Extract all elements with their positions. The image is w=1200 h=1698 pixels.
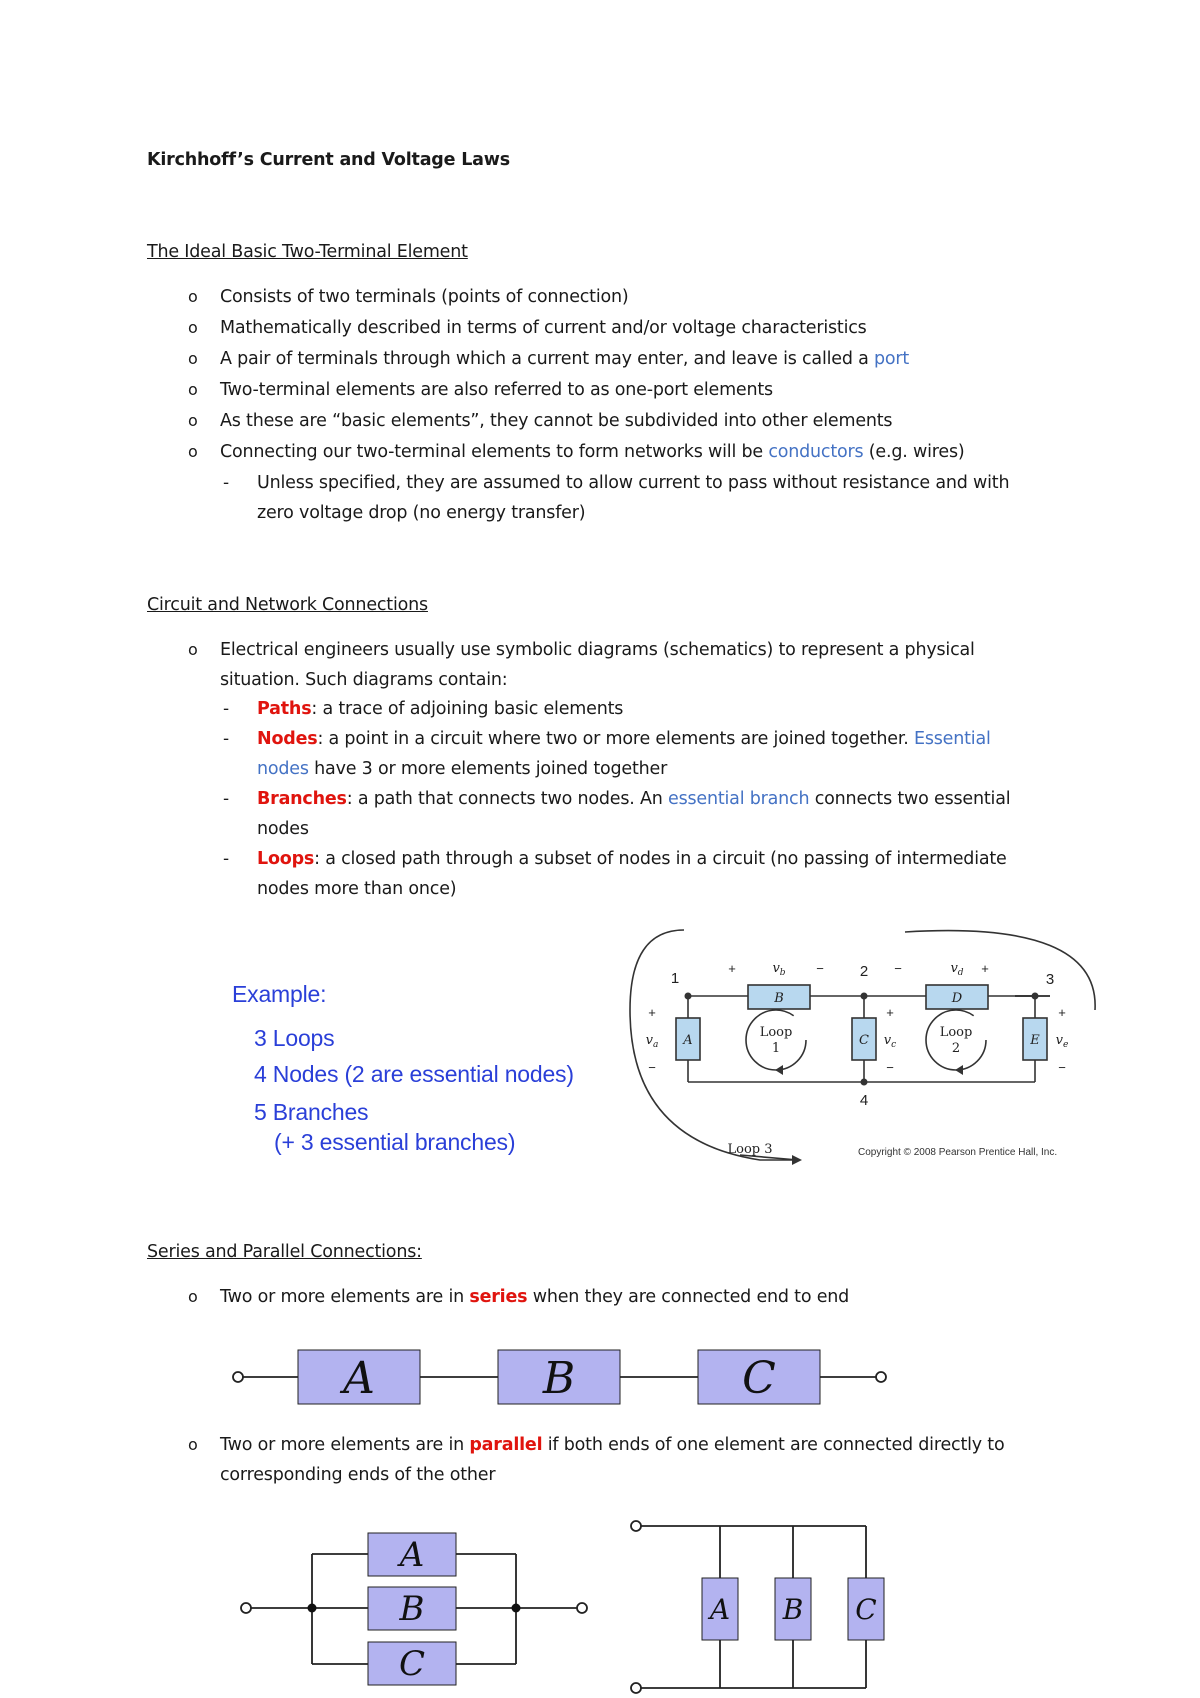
- parallel-horizontal-diagram: [240, 1528, 590, 1690]
- term-port: port: [874, 349, 910, 369]
- voltage-ve: $v_e$: [1055, 1033, 1069, 1050]
- list-item: As these are “basic elements”, they cannot be subdivided into other elements: [220, 411, 893, 431]
- element-a-label: A: [683, 1033, 693, 1048]
- loop2-arrowhead: [955, 1065, 963, 1075]
- bullet-marker: o: [188, 318, 198, 337]
- node-2-label: 2: [859, 963, 869, 980]
- node-1-label: 1: [670, 970, 680, 987]
- loop2-circle: [926, 1010, 986, 1070]
- loop3-arrowhead: [792, 1155, 802, 1165]
- dash-marker: -: [223, 699, 230, 719]
- def-paths: Paths: a trace of adjoining basic elements: [257, 699, 624, 719]
- bullet-marker: o: [188, 1435, 198, 1454]
- element-d-label: D: [951, 991, 963, 1006]
- page-title: Kirchhoff’s Current and Voltage Laws: [147, 150, 510, 170]
- voltage-vd: $v_d$: [950, 961, 964, 978]
- minus-sign: −: [1058, 1060, 1066, 1075]
- def-branches-cont: nodes: [257, 819, 309, 839]
- sub-list-item: Unless specified, they are assumed to allow current to pass without resistance and with: [257, 473, 1010, 493]
- list-item-series: Two or more elements are in series when they are connected end to end: [220, 1287, 850, 1307]
- list-item: A pair of terminals through which a current may enter, and leave is called a port: [220, 349, 910, 369]
- series-label-c: C: [742, 1353, 776, 1404]
- plus-sign: +: [648, 1005, 656, 1020]
- bullet-marker: o: [188, 349, 198, 368]
- copyright-text: Copyright © 2008 Pearson Prentice Hall, Inc.: [858, 1147, 1058, 1158]
- minus-sign: −: [648, 1060, 656, 1075]
- loop1-circle: [746, 1010, 806, 1070]
- list-item: Consists of two terminals (points of connection): [220, 287, 629, 307]
- bullet-marker: o: [188, 380, 198, 399]
- dash-marker: -: [223, 729, 230, 749]
- element-b-label: B: [774, 991, 784, 1006]
- example-essential: (+ 3 essential branches): [274, 1129, 516, 1155]
- bullet-marker: o: [188, 1287, 198, 1306]
- minus-sign: −: [894, 961, 902, 976]
- minus-sign: −: [886, 1060, 894, 1075]
- node-3-label: 3: [1045, 971, 1055, 988]
- list-item-cont: situation. Such diagrams contain:: [220, 670, 508, 690]
- plus-sign: +: [728, 961, 736, 976]
- list-item: Electrical engineers usually use symbolic diagrams (schematics) to represent a physical: [220, 640, 975, 660]
- list-item-parallel-cont: corresponding ends of the other: [220, 1465, 496, 1485]
- term-conductors: conductors: [768, 442, 864, 462]
- node-4-dot: [861, 1079, 868, 1086]
- circuit-diagram: [620, 910, 1120, 1170]
- voltage-vc: $v_c$: [883, 1033, 897, 1050]
- dash-marker: -: [223, 789, 230, 809]
- parallel-label-a: A: [399, 1535, 425, 1575]
- list-item: Connecting our two-terminal elements to form networks will be conductors (e.g. wires): [220, 442, 965, 462]
- series-label-a: A: [343, 1353, 375, 1404]
- minus-sign: −: [816, 961, 824, 976]
- node-1-dot: [685, 993, 692, 1000]
- dash-marker: -: [223, 473, 230, 493]
- section-heading-circuit: Circuit and Network Connections: [147, 595, 428, 615]
- def-nodes: Nodes: a point in a circuit where two or more elements are joined together. Essential: [257, 729, 991, 749]
- list-item: Two-terminal elements are also referred to as one-port elements: [220, 380, 773, 400]
- bullet-marker: o: [188, 442, 198, 461]
- voltage-va: $v_a$: [645, 1033, 659, 1050]
- parallel-vertical-diagram: [630, 1520, 880, 1695]
- section-heading-two-terminal: The Ideal Basic Two-Terminal Element: [147, 242, 468, 262]
- def-loops-cont: nodes more than once): [257, 879, 457, 899]
- bullet-marker: o: [188, 640, 198, 659]
- loop1-label-num: 1: [771, 1041, 781, 1056]
- loop3-label: Loop 3: [727, 1142, 773, 1157]
- list-item-parallel: Two or more elements are in parallel if both ends of one element are connected directly to: [220, 1435, 1005, 1455]
- example-branches: 5 Branches: [254, 1099, 369, 1125]
- element-c-label: C: [859, 1033, 869, 1048]
- node-3-dot: [1032, 993, 1039, 1000]
- def-loops: Loops: a closed path through a subset of nodes in a circuit (no passing of intermediate: [257, 849, 1007, 869]
- list-item: Mathematically described in terms of current and/or voltage characteristics: [220, 318, 867, 338]
- parallel-label-b: B: [399, 1589, 425, 1629]
- series-label-b: B: [542, 1353, 576, 1404]
- example-nodes: 4 Nodes (2 are essential nodes): [254, 1061, 574, 1087]
- loop1-arrowhead: [775, 1065, 783, 1075]
- plus-sign: +: [886, 1005, 894, 1020]
- def-branches: Branches: a path that connects two nodes. An essential branch connects two essential: [257, 789, 1011, 809]
- parallel-v-label-c: C: [855, 1593, 877, 1626]
- example-title: Example:: [232, 981, 327, 1007]
- bullet-marker: o: [188, 411, 198, 430]
- element-e-label: E: [1030, 1033, 1040, 1048]
- dash-marker: -: [223, 849, 230, 869]
- bullet-marker: o: [188, 287, 198, 306]
- def-nodes-cont: nodes have 3 or more elements joined together: [257, 759, 668, 779]
- plus-sign: +: [1058, 1005, 1066, 1020]
- loop2-label-top: Loop: [939, 1025, 973, 1040]
- series-diagram: [230, 1346, 890, 1408]
- plus-sign: +: [981, 961, 989, 976]
- loop2-label-num: 2: [951, 1041, 961, 1056]
- node-4-label: 4: [859, 1092, 869, 1109]
- parallel-label-c: C: [398, 1644, 426, 1684]
- voltage-vb: $v_b$: [772, 961, 786, 978]
- node-2-dot: [861, 993, 868, 1000]
- example-loops: 3 Loops: [254, 1025, 335, 1051]
- parallel-v-label-a: A: [709, 1593, 731, 1626]
- loop1-label-top: Loop: [759, 1025, 793, 1040]
- section-heading-series-parallel: Series and Parallel Connections:: [147, 1242, 422, 1262]
- parallel-v-label-b: B: [782, 1593, 804, 1626]
- sub-list-item-cont: zero voltage drop (no energy transfer): [257, 503, 586, 523]
